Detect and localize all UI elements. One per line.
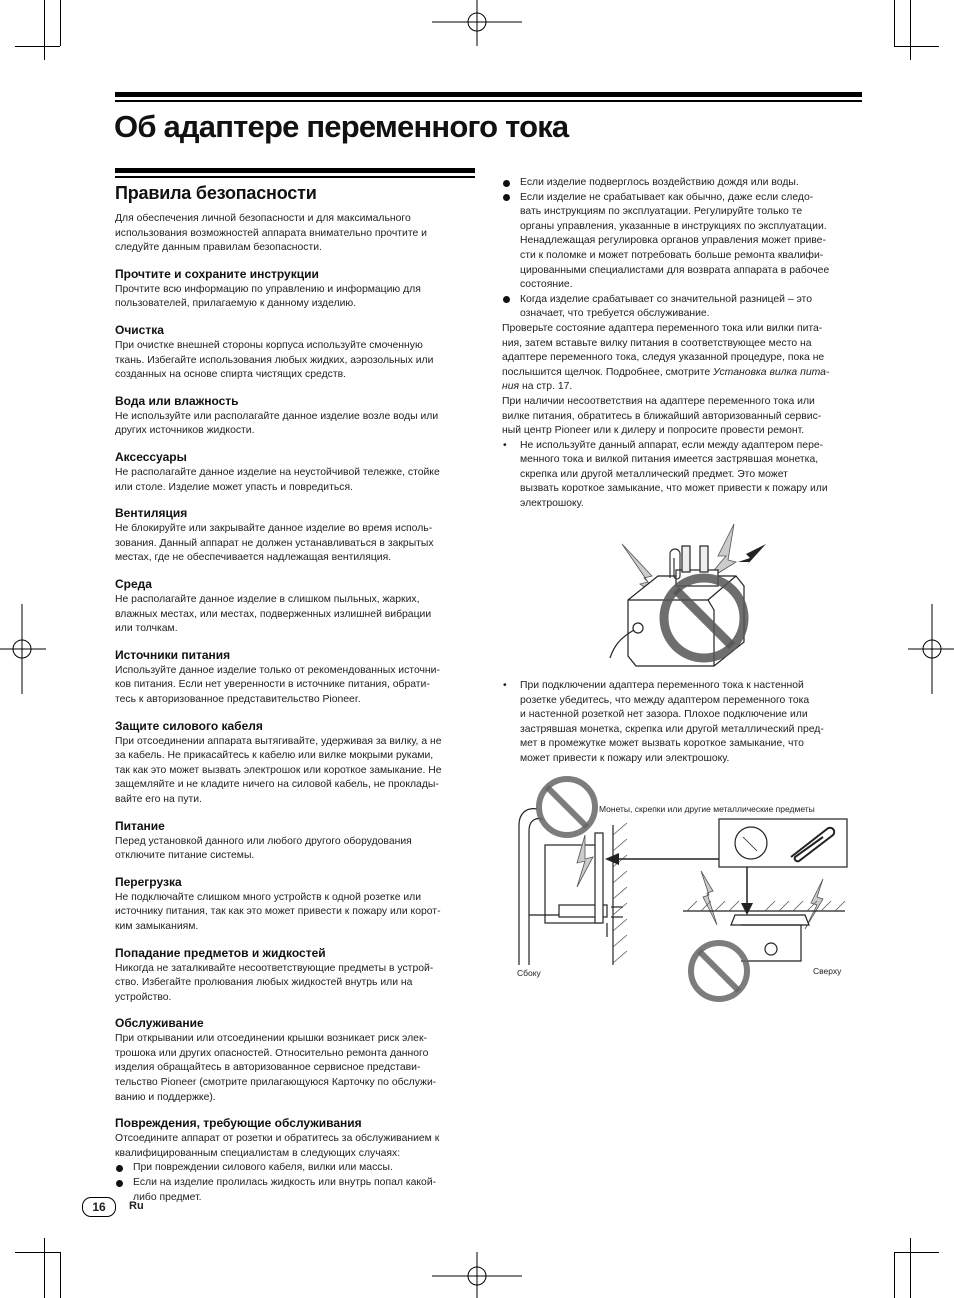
section-subtitle: Вода или влажность [115, 393, 239, 408]
figure-caption: Монеты, скрепки или другие металлические предметы [599, 804, 815, 814]
section-rule [115, 168, 475, 173]
bullet-icon [503, 191, 510, 207]
section-subtitle: Аксессуары [115, 450, 187, 465]
section-subtitle: Среда [115, 577, 152, 591]
service-bullet-list-continued [502, 176, 862, 322]
adapter-check-text: Проверьте состояние адаптера переменного тока или вилки пита- ния, затем вставьте вилку питания в соответствующее место на адаптере переменного тока, следуя указанной процедуре, пока не послышится щелчок. Подробнее, смотрите Установка вилка пита- ния на стр. 17. [502, 322, 830, 393]
safety-section [115, 819, 477, 864]
note-item: • Не используйте данный аппарат, если между адаптером пере- менного тока и вилкой питания имеется застрявшая монетка, скрепка или другой металлический предмет. Это может вызвать короткое замыкание, что может привести к пожару или электрошоку. [503, 439, 828, 510]
left-column [115, 168, 477, 1205]
safety-section [115, 506, 477, 566]
safety-section [115, 394, 477, 439]
section-subtitle: Очистка [115, 323, 164, 338]
top-view-label: Сверху [813, 966, 842, 976]
top-view-icon [683, 911, 845, 961]
list-item: Если изделие подверглось воздействию дождя или воды. [502, 176, 862, 191]
section-text: Используйте данное изделие только от рекомендованных источни- ков питания. Если нет уверенности в источнике питания, обрати- тесь к авторизованное представительство Pioneer. [115, 664, 440, 705]
page-number: 16 [82, 1197, 116, 1217]
note-item: • При подключении адаптера переменного тока к настенной розетке убедитесь, что между адаптером переменного тока и настенной розеткой нет зазора. Плохое подключение или застрявшая монетка, скрепка или другой металлический пред- мет в промежутке может вызвать короткое замыкание, что может привести к пожару или электрошоку. [503, 680, 824, 764]
page-title: Об адаптере переменного тока [114, 109, 569, 144]
safety-section [115, 577, 477, 637]
intro-text: Для обеспечения личной безопасности и для максимального использования возможностей аппарата внимательно прочтите и следуйте данным правилам безопасности. [115, 213, 427, 254]
no-sign-icon [691, 943, 747, 999]
safety-section [115, 648, 477, 708]
section-subtitle: Питание [115, 818, 165, 833]
safety-section [115, 946, 477, 1006]
section-subtitle: Прочтите и сохраните инструкции [115, 266, 319, 281]
section-subtitle: Источники питания [115, 647, 231, 662]
section-text: Не блокируйте или закрывайте данное изделие во время исполь- зования. Данный аппарат не должен устанавливаться в закрытых местах, где не обеспечивается надлежащая вентиляция. [115, 523, 434, 564]
section-text: Не располагайте данное изделие на неустойчивой тележке, стойке или столе. Изделие может упасть и повредиться. [115, 467, 440, 493]
section-text: Прочтите всю информацию по управлению и информацию для пользователей, прилагаемую к данному изделию. [115, 283, 421, 310]
section-text: Не подключайте слишком много устройств к одной розетке или источнику питания, так как это может привести к пожару или корот- ким замыканиям. [115, 891, 441, 932]
safety-section [115, 323, 477, 383]
arrow-icon [738, 544, 766, 566]
bullet-icon [116, 1176, 123, 1192]
section-text: При отсоединении аппарата вытягивайте, удерживая за вилку, а не за кабель. Не прикасайтесь к кабелю или вилке мокрыми руками, так как это может вызвать электрошок или короткое замыкание. Не защемляйте и не кладите ничего на силовой кабель, не проклады- вайте его на пути. [115, 735, 442, 805]
list-item: Когда изделие срабатывает со значительной разницей – это означает, что требуется обслуживание. [502, 293, 862, 322]
section-subtitle: Попадание предметов и жидкостей [115, 945, 326, 960]
section-subtitle: Вентиляция [115, 506, 188, 521]
wall-outlet-figure [505, 775, 855, 1005]
service-bullet-list [115, 1161, 477, 1205]
section-text: Перед установкой данного или любого другого оборудования отключите питание системы. [115, 835, 412, 862]
note-list [502, 439, 862, 512]
section-text: Отсоедините аппарат от розетки и обратитесь за обслуживанием к квалифицированным специалистам в следующих случаях: [115, 1133, 440, 1159]
side-view-label: Сбоку [517, 968, 541, 978]
section-text: Никогда не заталкивайте несоответствующие предметы в устрой- ство. Избегайте пролювания любых жидкостей внутрь или на устройство. [115, 962, 434, 1003]
safety-section [115, 875, 477, 935]
section-text: Не используйте или располагайте данное изделие возле воды или других источников жидкости. [115, 410, 439, 437]
note-marker: • [503, 680, 507, 691]
coin-icon [735, 827, 767, 859]
safety-section [115, 267, 477, 312]
adapter-paperclip-figure [600, 518, 780, 678]
section-subtitle: Обслуживание [115, 1016, 204, 1031]
safety-section [115, 450, 477, 495]
list-item: При повреждении силового кабеля, вилки или массы. [115, 1161, 477, 1176]
safety-section [115, 719, 477, 808]
language-code: Ru [129, 1200, 144, 1212]
safety-section [115, 1016, 477, 1105]
note-list-2 [502, 679, 862, 767]
metal-objects-box [719, 819, 847, 867]
wall-hatch [613, 823, 627, 963]
section-text: Не располагайте данное изделие в слишком пыльных, жарких, влажных местах, или местах, подверженных излишней вибрации или толчкам. [115, 594, 432, 635]
note-marker: • [503, 439, 507, 451]
list-item: Если на изделие пролилась жидкость или внутрь попал какой- либо предмет. [115, 1176, 477, 1205]
header-rule [115, 92, 862, 97]
safety-section [115, 1116, 477, 1161]
no-sign-icon [539, 779, 595, 835]
section-rule-thin [115, 176, 475, 178]
section-text: При очистке внешней стороны корпуса используйте смоченную ткань. Избегайте использования любых жидких, аэрозольных или созданных на основе спирта чистящих средств. [115, 340, 434, 381]
cross-reference-link[interactable]: Установка вилка пита- ния [502, 366, 830, 393]
adapter-repair-text: При наличии несоответствия на адаптере переменного тока или вилке питания, обратитесь в ближайший авторизованный сервис- ный центр Pioneer или к дилеру и попросите провести ремонт. [502, 395, 822, 437]
right-column [502, 176, 862, 512]
section-subtitle: Повреждения, требующие обслуживания [115, 1116, 362, 1131]
header-rule-thin [115, 100, 862, 102]
section-subtitle: Перегрузка [115, 874, 182, 889]
section-subtitle: Защите силового кабеля [115, 718, 263, 733]
section-text: При открывании или отсоединении крышки возникает риск элек- трошока или других опасностей. Относительно ремонта данного изделия обращайтесь в авторизованное сервисное представи- тельство Pioneer (смотрите прилагающуюся Карточку по обслужи- ванию и поддержке). [115, 1033, 437, 1103]
section-heading: Правила безопасности [115, 182, 317, 203]
bullet-icon [503, 293, 510, 309]
list-item: Если изделие не срабатывает как обычно, даже если следо- вать инструкциям по эксплуатации. Регулируйте только те органы управления, указанные в инструкциях по эксплуатации. Ненадлежащая регулировка органов управления может приве- сти к поломке и может потребовать больше ремонта квалифи- цированными специалистами для возврата аппарата в рабочее состояние. [502, 191, 862, 293]
